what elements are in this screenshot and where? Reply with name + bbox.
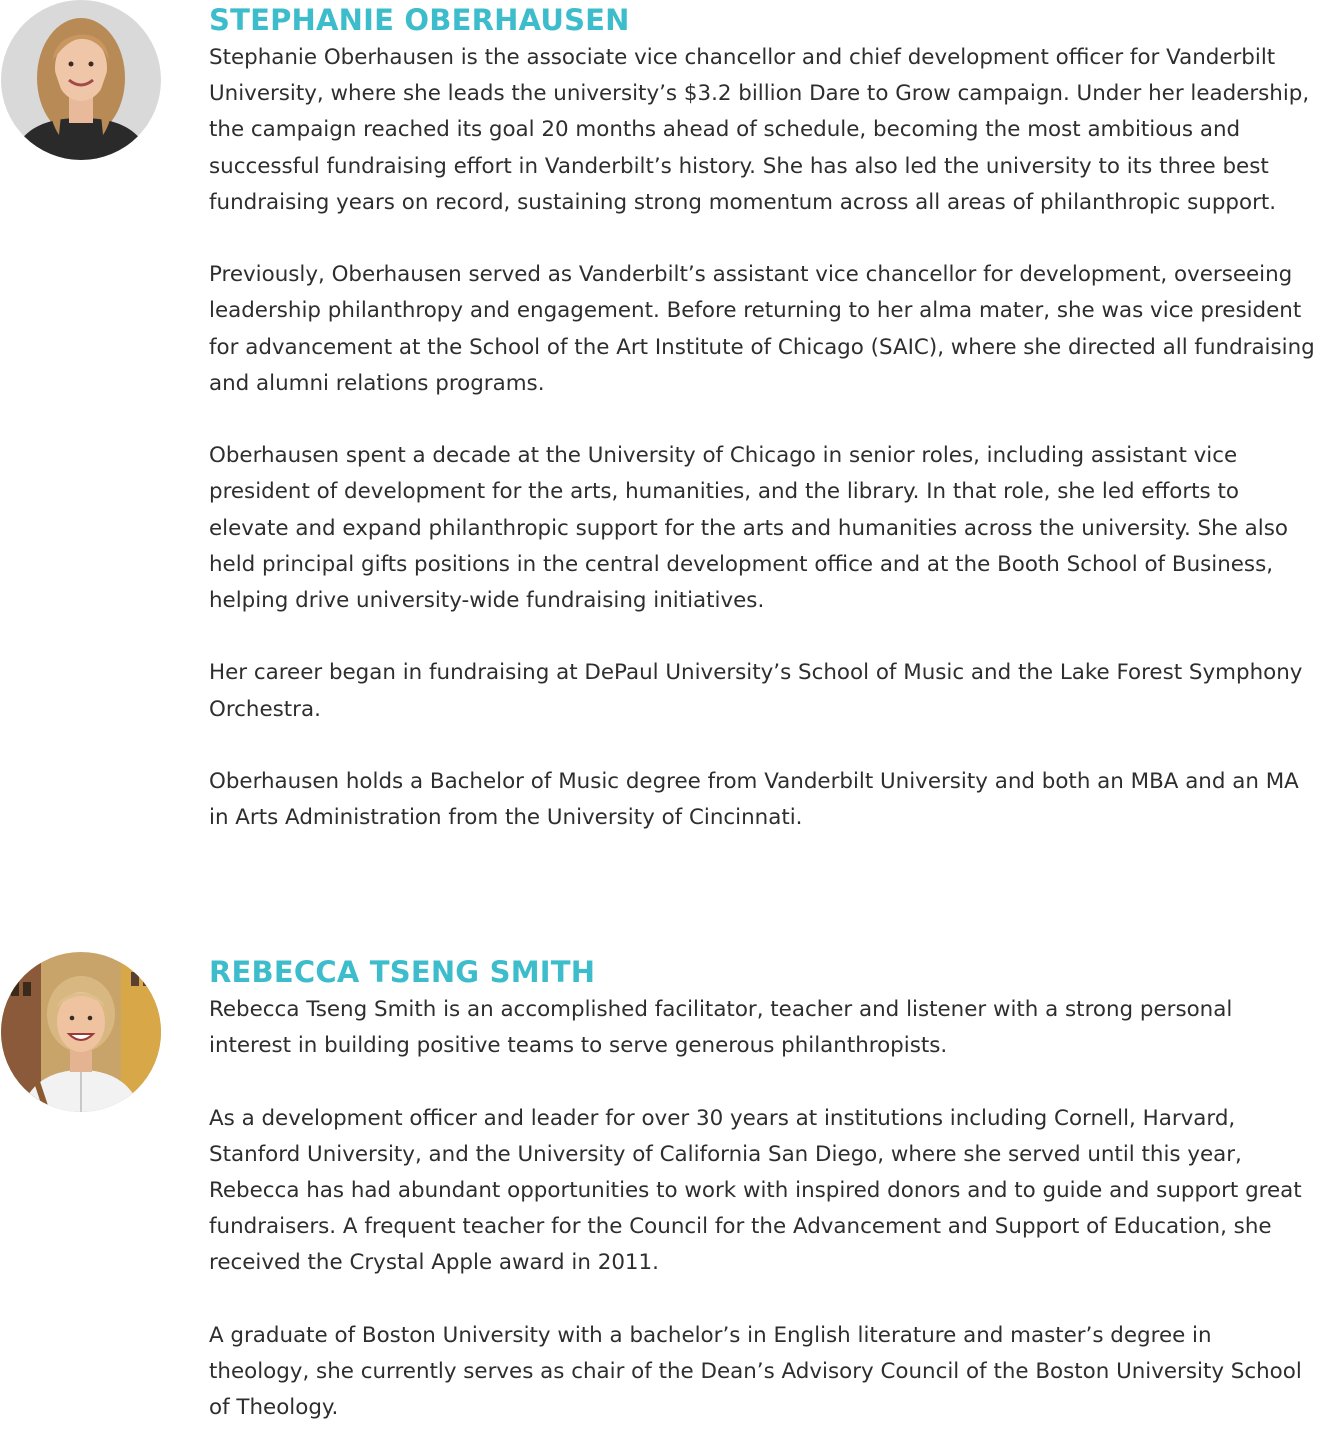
profile-name: STEPHANIE OBERHAUSEN <box>209 3 630 37</box>
avatar <box>1 952 161 1112</box>
bio-paragraph: Rebecca Tseng Smith is an accomplished facilitator, teacher and listener with a strong personal interest in building positive teams to serve generous philanthropists. <box>209 997 1233 1059</box>
bio-paragraph: Stephanie Oberhausen is the associate vice chancellor and chief development officer for Vanderbilt University, where she leads the university’s $3.2 billion Dare to Grow campaign. Under her leadership, the campaign reached its goal 20 months ahead of schedule, becoming the most ambitious and successful fundraising effort in Vanderbilt’s history. She has also led the university to its three best fundraising years on record, sustaining strong momentum across all areas of philanthropic support. <box>209 45 1310 215</box>
avatar <box>1 0 161 160</box>
bio-paragraph: Her career began in fundraising at DePaul University’s School of Music and the Lake Forest Symphony Orchestra. <box>209 660 1303 722</box>
bio-paragraph: As a development officer and leader for over 30 years at institutions including Cornell, Harvard, Stanford University, and the University of California San Diego, where she served until this year, Rebecca has had abundant opportunities to work with inspired donors and to guide and support great fundraisers. A frequent teacher for the Council for the Advancement and Support of Education, she received the Crystal Apple award in 2011. <box>209 1105 1302 1276</box>
profile-content <box>209 0 1315 836</box>
bio-paragraph: A graduate of Boston University with a bachelor’s in English literature and master’s degree in theology, she currently serves as chair of the Dean’s Advisory Council of the Boston University School of Theology. <box>209 1322 1302 1421</box>
bio-paragraph: Oberhausen holds a Bachelor of Music degree from Vanderbilt University and both an MBA and an MA in Arts Administration from the University of Cincinnati. <box>209 769 1299 831</box>
bio-paragraph: Previously, Oberhausen served as Vanderbilt’s assistant vice chancellor for development, overseeing leadership philanthropy and engagement. Before returning to her alma mater, she was vice president for advancement at the School of the Art Institute of Chicago (SAIC), where she directed all fundraising and alumni relations programs. <box>209 262 1315 396</box>
bio-paragraph: Oberhausen spent a decade at the University of Chicago in senior roles, including assistant vice president of development for the arts, humanities, and the library. In that role, she led efforts to elevate and expand philanthropic support for the arts and humanities across the university. She also held principal gifts positions in the central development office and at the Booth School of Business, helping drive university-wide fundraising initiatives. <box>209 443 1288 614</box>
portrait-photo <box>1 952 161 1112</box>
profile-content <box>209 952 1315 1426</box>
profile-name: REBECCA TSENG SMITH <box>209 955 596 989</box>
portrait-photo <box>1 0 161 160</box>
